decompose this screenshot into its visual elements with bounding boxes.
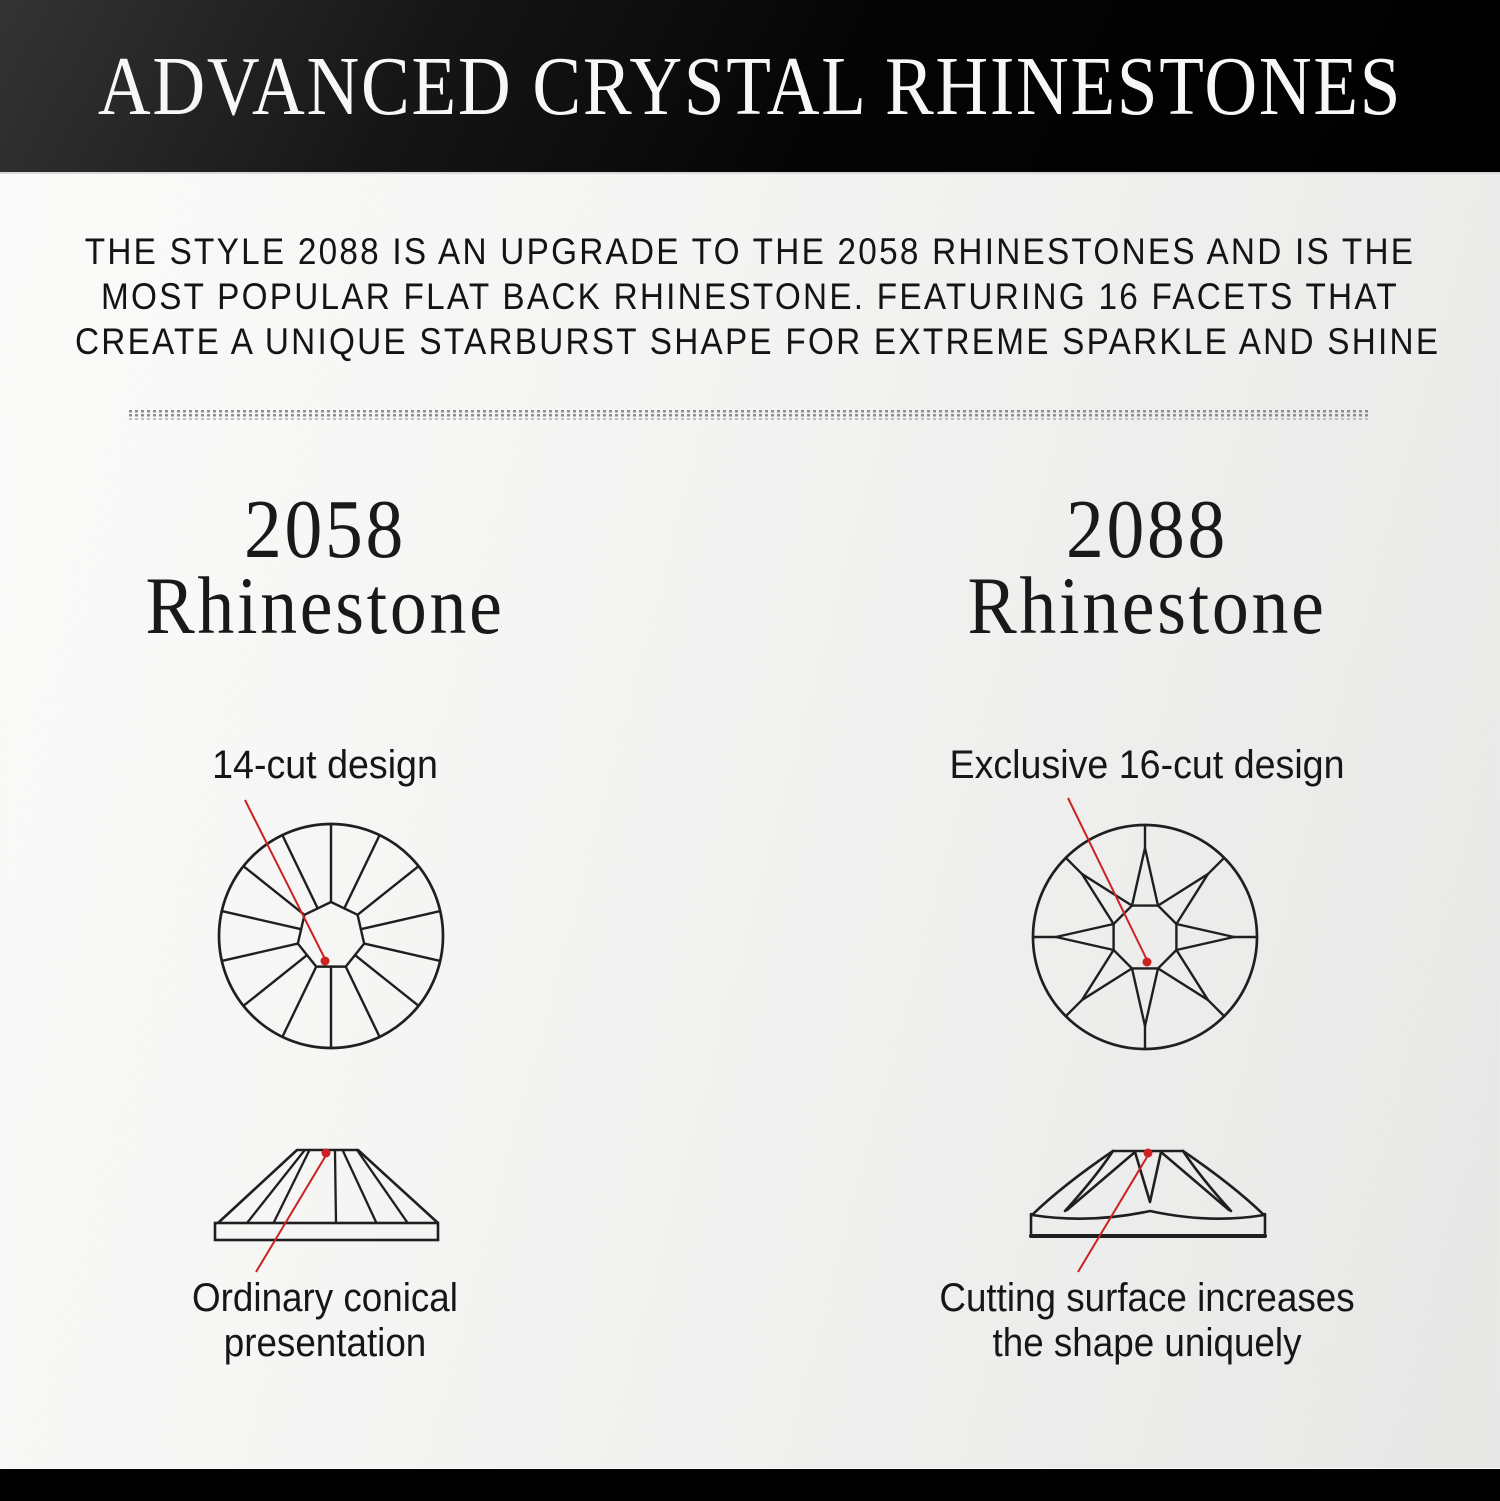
page-title: ADVANCED CRYSTAL RHINESTONES (97, 39, 1403, 133)
heading-2088-model: 2088 (1066, 483, 1228, 576)
rhinestone-2058-side-view-diagram (215, 1150, 438, 1240)
rhinestone-2088-side-view-diagram (1031, 1151, 1265, 1236)
caption-2058-line-2: presentation (223, 1321, 427, 1365)
heading-2088-name: Rhinestone (967, 560, 1327, 651)
header-banner (0, 0, 1500, 174)
heading-2058-name: Rhinestone (145, 560, 505, 651)
intro-paragraph (0, 229, 1500, 364)
label-14-cut-design: 14-cut design (212, 743, 438, 787)
intro-line-3: CREATE A UNIQUE STARBURST SHAPE FOR EXTREME SPARKLE AND SHINE (75, 321, 1441, 362)
dotted-divider (129, 410, 1370, 420)
intro-line-1: THE STYLE 2088 IS AN UPGRADE TO THE 2058 RHINESTONES AND IS THE (84, 231, 1416, 272)
caption-2058 (75, 1276, 575, 1366)
heading-2058-model: 2058 (244, 483, 406, 576)
caption-2088-line-1: Cutting surface increases (939, 1276, 1355, 1320)
intro-line-2: MOST POPULAR FLAT BACK RHINESTONE. FEATURING 16 FACETS THAT (101, 276, 1399, 317)
caption-2088 (897, 1276, 1397, 1366)
rhinestone-2088-top-view-diagram (1033, 825, 1257, 1049)
label-16-cut-design: Exclusive 16-cut design (949, 743, 1345, 787)
caption-2058-line-1: Ordinary conical (192, 1276, 458, 1320)
footer-bar (0, 1468, 1500, 1501)
rhinestone-2058-top-view-diagram (219, 824, 443, 1048)
red-pointer-annotations (245, 798, 1153, 1272)
caption-2088-line-2: the shape uniquely (992, 1321, 1302, 1365)
